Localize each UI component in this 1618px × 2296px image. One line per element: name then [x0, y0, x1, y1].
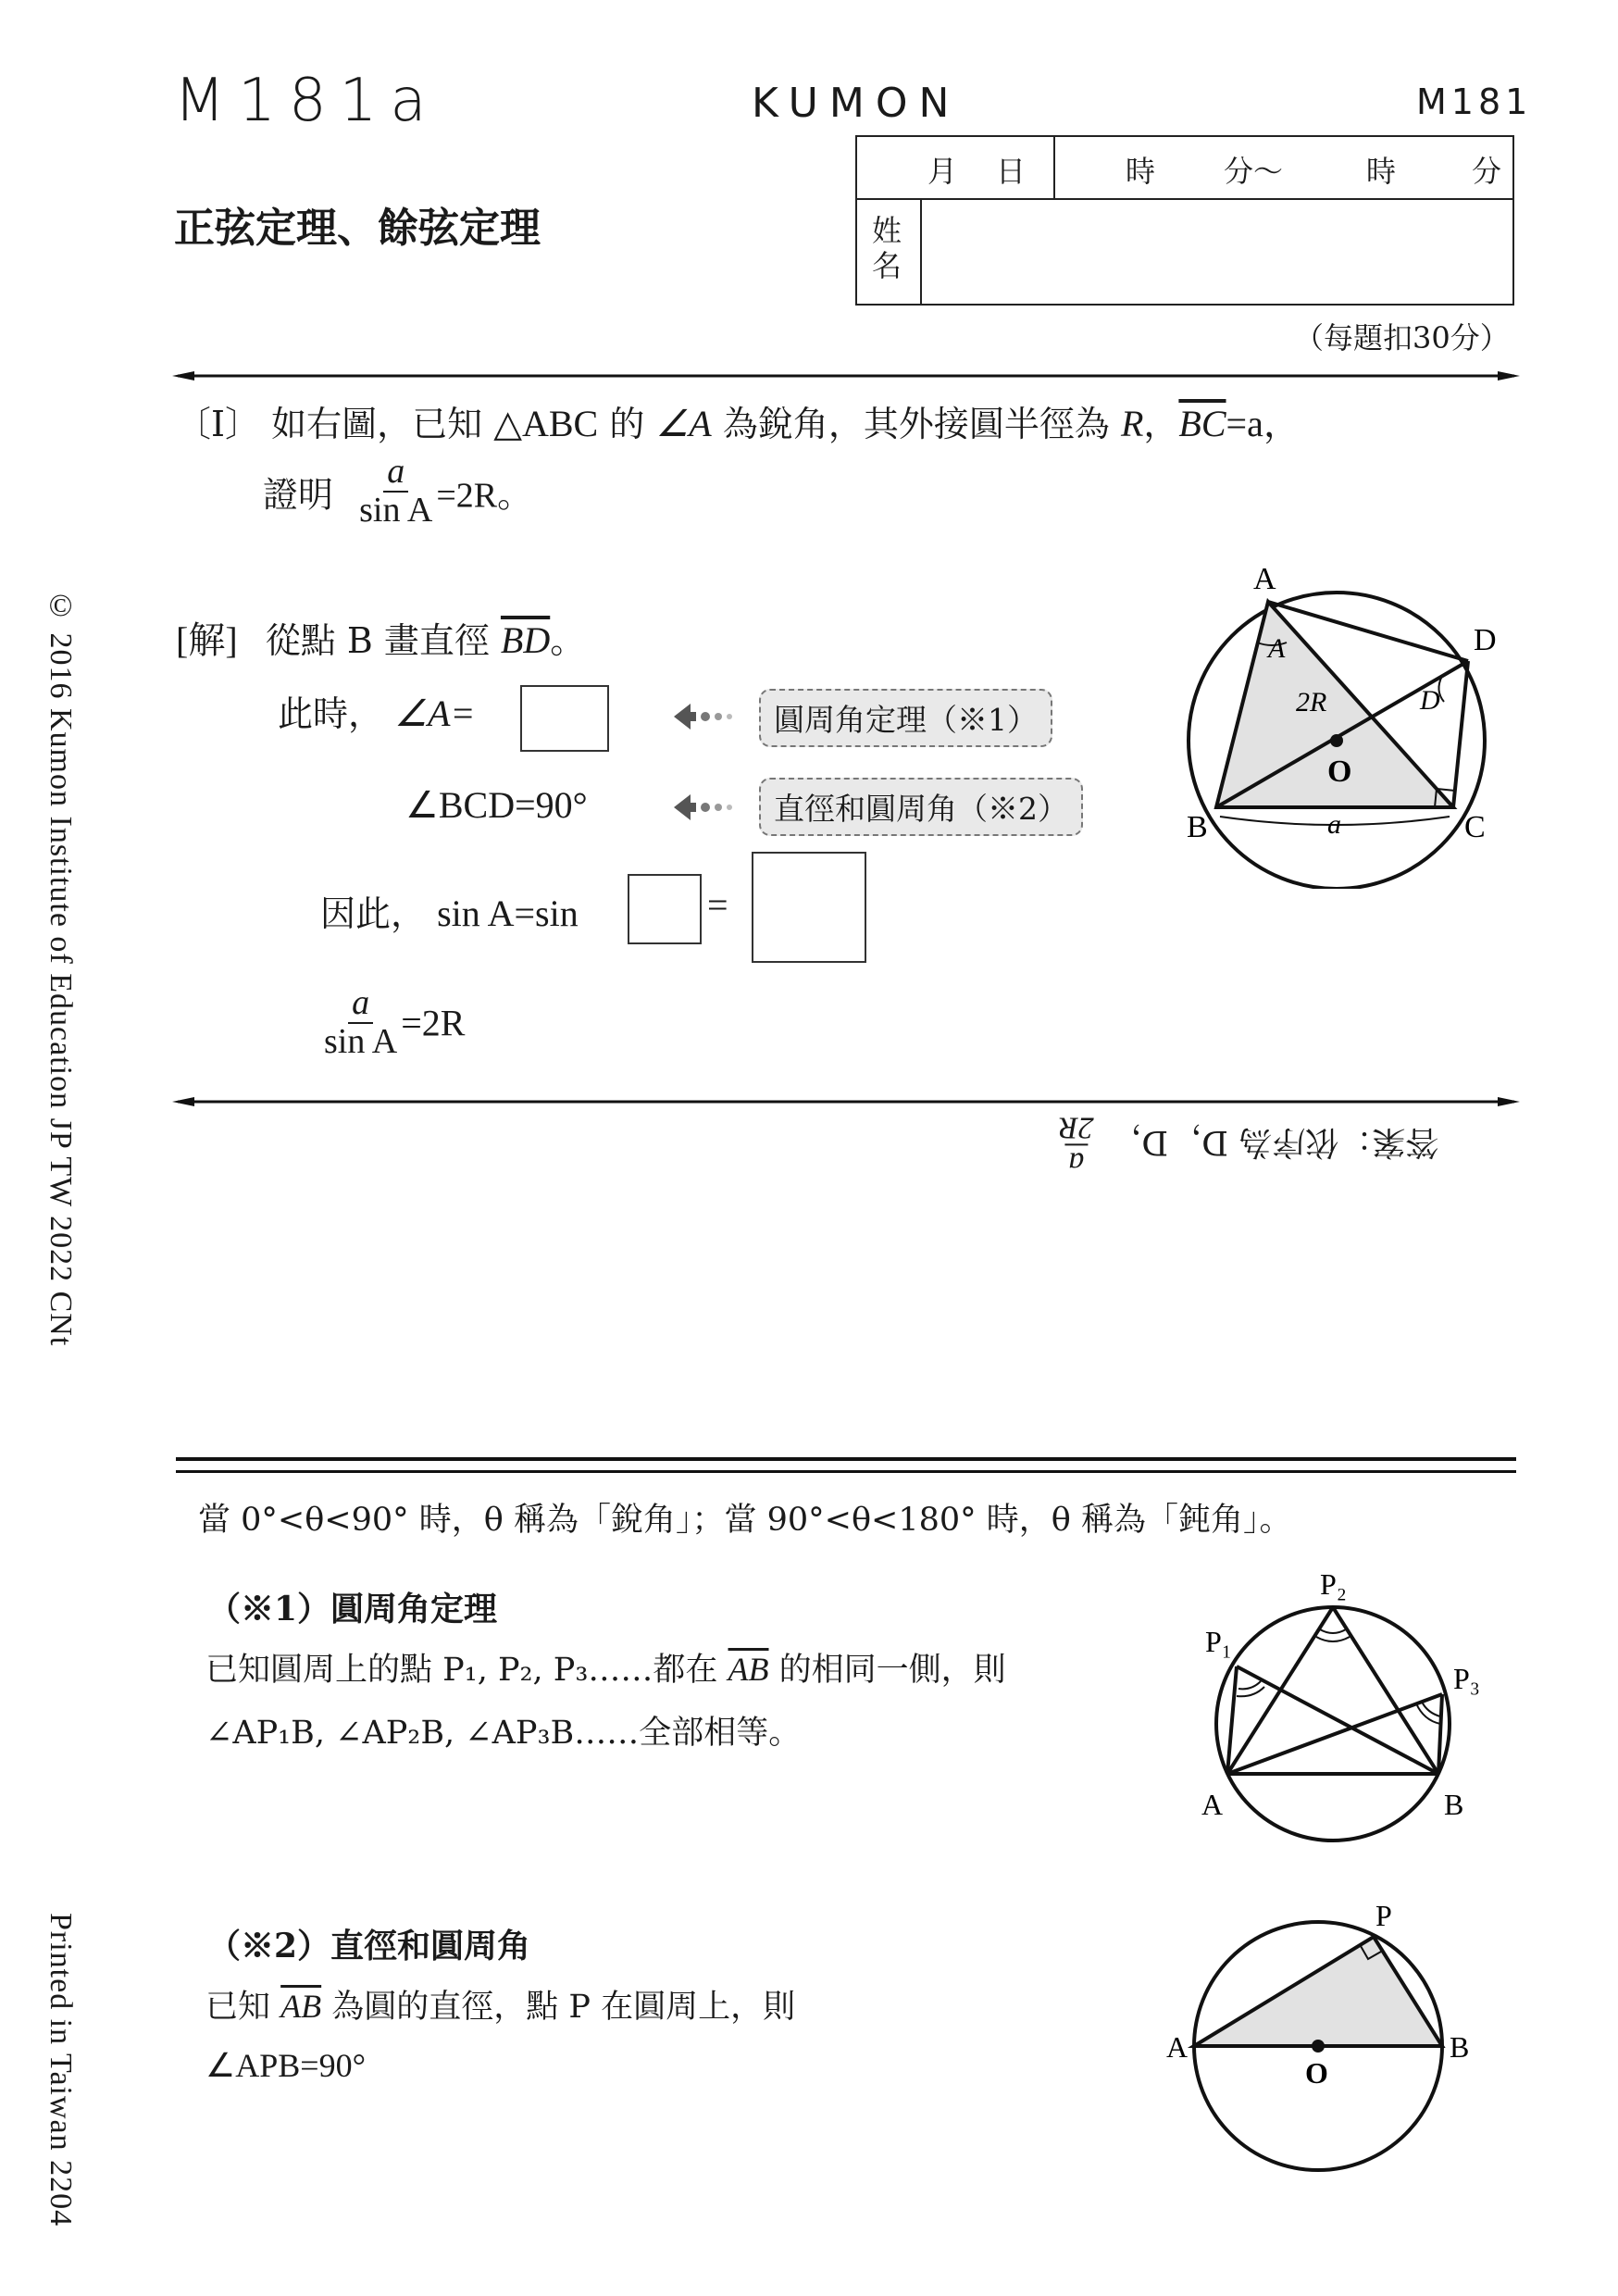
label-o: O [1327, 755, 1352, 789]
label-a: A [1253, 562, 1276, 596]
note2-line1 [205, 1981, 795, 2028]
arrow-icon [674, 792, 741, 822]
section-rule-bottom [172, 1092, 1520, 1111]
answer-key [1055, 1111, 1438, 1179]
equation-angle-a: ∠A= [394, 693, 476, 734]
solution-step3: ∠BCD=90° [405, 784, 588, 826]
problem-number: 〔Ⅰ〕 [176, 404, 261, 444]
hour-label-1: 時 [1126, 154, 1156, 189]
solution-text: =2R [401, 1002, 466, 1044]
segment-bd: $\overline{BD}$ [500, 619, 551, 661]
day-label: 日 [996, 154, 1027, 189]
answer-box-2[interactable] [628, 874, 702, 944]
note-text: 的相同一側，則 [778, 1652, 1006, 1689]
frac-den: sin A [359, 490, 433, 530]
note-text: 已知 [205, 1989, 271, 2026]
label-b: B [1187, 810, 1208, 844]
worksheet-code-right: M181 [1416, 81, 1533, 122]
frac-num: a [1064, 1144, 1088, 1179]
solution-text: 。 [550, 620, 586, 661]
solution-text: 此時， [278, 693, 384, 734]
note2-line2: ∠APB=90° [205, 2047, 367, 2084]
minute-label-1: 分〜 [1224, 154, 1284, 189]
solution-step4 [320, 885, 579, 936]
frac-num: a [348, 985, 373, 1024]
answer-text: 答案：依序為 D，D， [1108, 1123, 1439, 1162]
triangle-abc: △ABC [493, 403, 599, 444]
label-side-a: a [1327, 809, 1341, 840]
angle-a: ∠A [655, 403, 712, 444]
answer-box-3[interactable] [752, 852, 866, 963]
problem-line2 [263, 454, 532, 530]
problem-text: 為銳角，其外接圓半徑為 [722, 404, 1110, 444]
label-a: A [1201, 1788, 1224, 1821]
figure-diameter-angle [1166, 1898, 1518, 2185]
kumon-logo: KUMON [752, 80, 961, 127]
section-rule-top [172, 367, 1520, 385]
segment-ab: $\overline{AB}$ [280, 1988, 322, 2025]
figure-inscribed-angles [1185, 1565, 1518, 1842]
segment-bc: $\overline{BC}$ [1178, 403, 1226, 444]
problem-text: 如右圖，已知 [271, 404, 483, 444]
printed-text: Printed in Taiwan 2204 [44, 1913, 78, 2227]
note1-title: （※1）圓周角定理 [207, 1590, 498, 1628]
answer-box-1[interactable] [520, 685, 609, 752]
name-input[interactable] [924, 202, 1507, 300]
equation-sin: sin A=sin [437, 892, 579, 934]
definition-text: 當 0°<θ<90° 時，θ 稱為「銳角」；當 90°<θ<180° 時，θ 稱為「鈍角」。 [198, 1502, 1292, 1539]
frac-den: sin A [324, 1021, 398, 1061]
arrow-icon [674, 702, 741, 731]
scoring-note: （每題扣30分） [1294, 320, 1510, 356]
date-name-table [855, 135, 1514, 306]
solution-text: 因此， [320, 893, 427, 934]
label-c: C [1464, 810, 1486, 844]
label-angle-d: D [1420, 685, 1440, 716]
problem-text: 證明 [263, 474, 334, 516]
label-p2: P₂ [1320, 1567, 1347, 1601]
worksheet-code: M181a [174, 67, 440, 135]
radius-r: R [1120, 403, 1144, 444]
label-a: A [1166, 2030, 1189, 2064]
note1-line2: ∠AP₁B, ∠AP₂B, ∠AP₃B……全部相等。 [205, 1715, 802, 1752]
notes-divider [176, 1457, 1516, 1473]
solution-step1 [176, 611, 585, 664]
problem-text: ， [1143, 404, 1179, 444]
problem-text: 的 [609, 404, 645, 444]
page-title: 正弦定理、餘弦定理 [174, 205, 541, 252]
note1-line1 [205, 1644, 1006, 1691]
label-p3: P₃ [1453, 1662, 1480, 1695]
month-label: 月 [927, 154, 958, 189]
segment-ab: $\overline{AB}$ [728, 1651, 769, 1688]
note-text: 為圓的直徑，點 P 在圓周上，則 [331, 1989, 796, 2026]
label-b: B [1450, 2030, 1470, 2064]
fraction-final [320, 985, 401, 1061]
equals-sign: = [707, 884, 728, 926]
answer-fraction [1055, 1111, 1098, 1179]
note-text: 已知圓周上的點 P₁, P₂, P₃……都在 [205, 1652, 718, 1689]
label-angle-a: A [1268, 633, 1286, 664]
problem-statement [176, 394, 1301, 447]
hour-label-2: 時 [1366, 154, 1397, 189]
problem-text: =2R。 [436, 476, 533, 516]
frac-num: a [383, 454, 408, 493]
fraction-a-over-sina [355, 454, 436, 530]
solution-text: 從點 B 畫直徑 [265, 620, 490, 661]
copyright-text: © 2016 Kumon Institute of Education JP TW 2022 CNt [44, 589, 78, 1347]
label-o: O [1305, 2056, 1328, 2090]
solution-step2 [278, 685, 475, 736]
hint-inscribed-angle: 圓周角定理（※1） [759, 689, 1052, 747]
label-p1: P₁ [1205, 1625, 1232, 1658]
solution-final [320, 985, 465, 1061]
solution-label: [解] [176, 619, 238, 661]
problem-text: =a， [1226, 403, 1301, 444]
hint-diameter-angle: 直徑和圓周角（※2） [759, 778, 1083, 836]
name-label: 姓名 [872, 213, 902, 283]
minute-label-2: 分 [1472, 154, 1502, 189]
label-p: P [1375, 1899, 1392, 1932]
note2-title: （※2）直徑和圓周角 [207, 1927, 531, 1965]
label-2r: 2R [1296, 687, 1327, 718]
label-b: B [1444, 1788, 1464, 1821]
label-d: D [1474, 623, 1497, 657]
frac-den: 2R [1059, 1110, 1094, 1145]
figure-circumcircle [1176, 555, 1527, 889]
